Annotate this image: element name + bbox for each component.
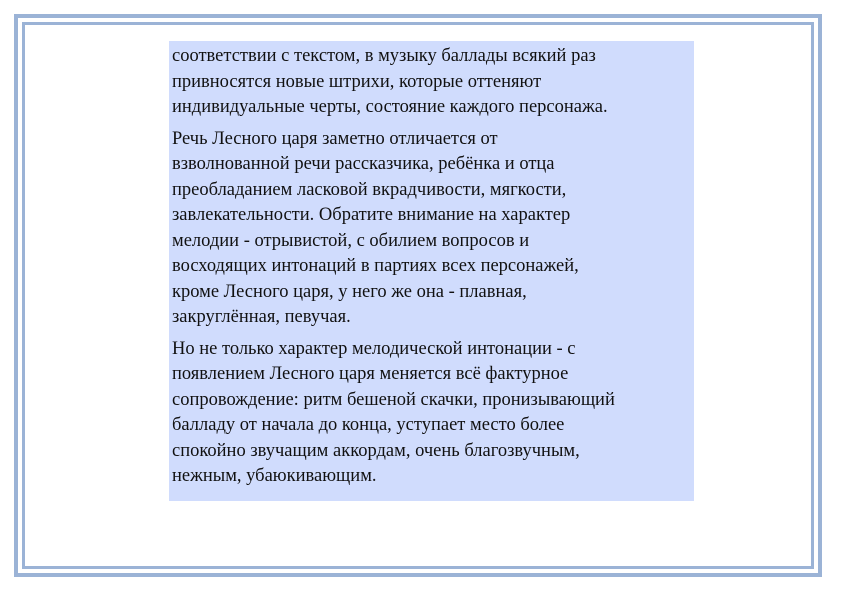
text-box	[169, 41, 694, 501]
text-line: взволнованной речи рассказчика, ребёнка и отца	[172, 154, 555, 174]
text-line: привносятся новые штрихи, которые оттеняют	[172, 71, 542, 92]
text-line: Но не только характер мелодической интонации - с	[172, 338, 576, 359]
paragraph-2	[172, 127, 690, 331]
text-line: спокойно звучащим аккордам, очень благозвучным,	[172, 440, 580, 461]
text-line: нежным, убаюкивающим.	[172, 466, 377, 486]
text-line: индивидуальные черты, состояние каждого персонажа.	[172, 97, 608, 117]
text-line: закруглённая, певучая.	[172, 307, 351, 327]
text-line: восходящих интонаций в партиях всех персонажей,	[172, 256, 579, 276]
paragraph-1	[172, 44, 690, 121]
text-line: кроме Лесного царя, у него же она - плавная,	[172, 281, 527, 302]
text-line: появлением Лесного царя меняется всё фактурное	[172, 364, 569, 384]
text-line: Речь Лесного царя заметно отличается от	[172, 128, 498, 149]
text-line: сопровождение: ритм бешеной скачки, пронизывающий	[172, 389, 615, 410]
text-line: соответствии с текстом, в музыку баллады всякий раз	[172, 46, 596, 66]
text-line: балладу от начала до конца, уступает место более	[172, 415, 565, 435]
text-line: преобладанием ласковой вкрадчивости, мягкости,	[172, 179, 567, 200]
paragraph-3	[172, 337, 690, 490]
text-line: завлекательности. Обратите внимание на характер	[172, 205, 571, 225]
text-line: мелодии - отрывистой, с обилием вопросов и	[172, 230, 530, 251]
